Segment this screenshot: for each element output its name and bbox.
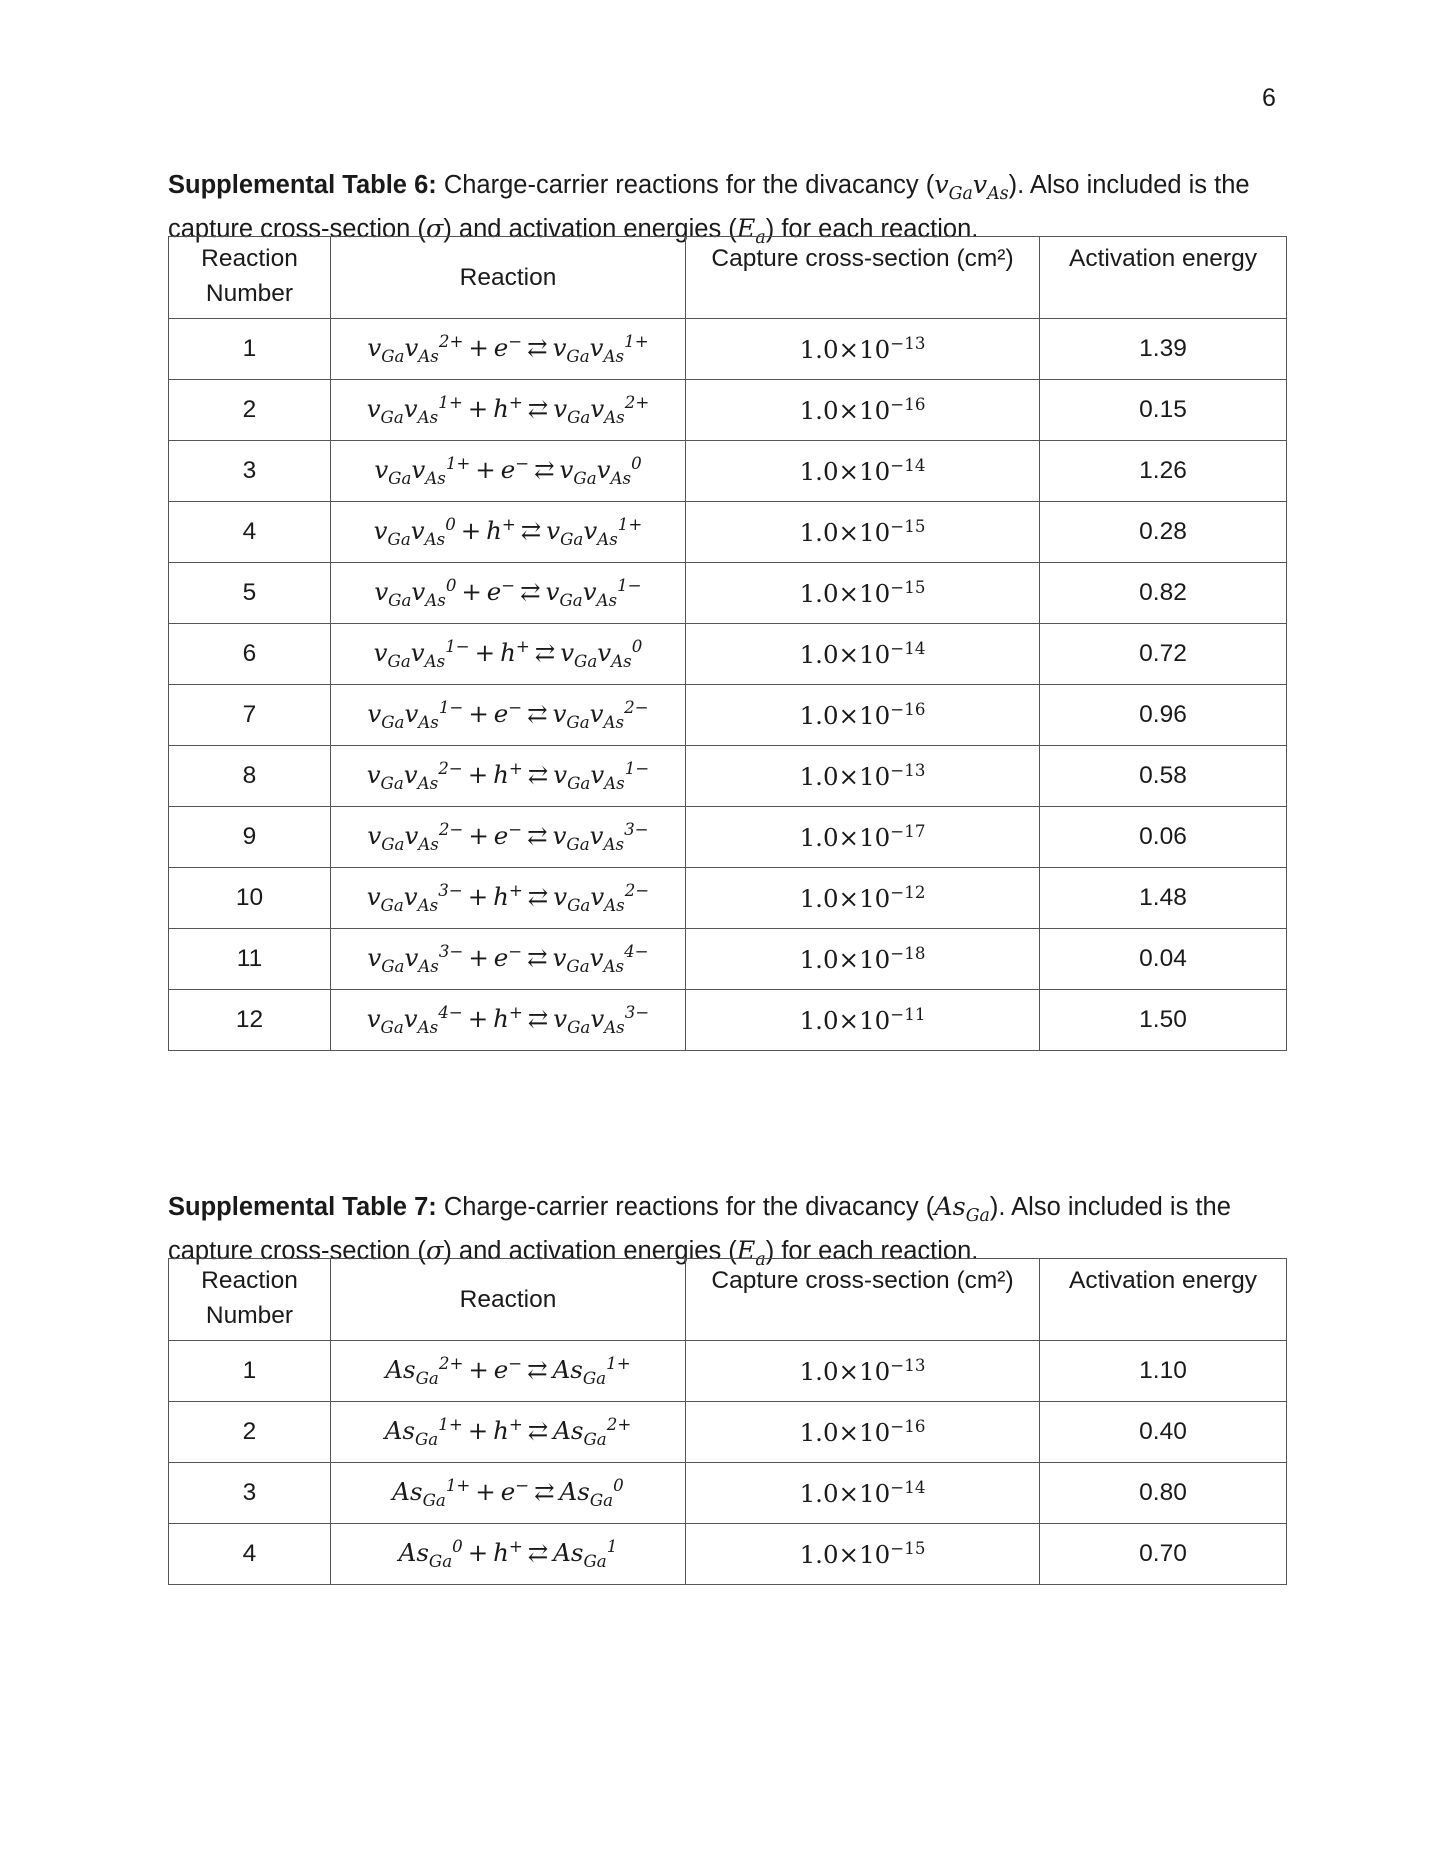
header-reaction: Reaction	[331, 237, 686, 319]
table-row	[169, 807, 1287, 868]
caption-activation-symbol: $E_a$	[736, 214, 766, 249]
reaction-number-cell: 1	[169, 1341, 331, 1402]
reaction-cell: $v_{Ga}v_{As}^{3-} + e^-$ ⇄ $v_{Ga}v_{As}^{4-}$	[331, 929, 686, 990]
reaction-number-cell: 10	[169, 868, 331, 929]
reaction-number-cell: 9	[169, 807, 331, 868]
activation-energy-cell: 0.06	[1040, 807, 1287, 868]
table6	[168, 236, 1287, 1051]
table-row	[169, 624, 1287, 685]
reaction-number-cell: 11	[169, 929, 331, 990]
capture-cross-section-cell: $1.0\times 10^{-14}$	[686, 441, 1040, 502]
reaction-cell: $v_{Ga}v_{As}^{2-} + e^-$ ⇄ $v_{Ga}v_{As}^{3-}$	[331, 807, 686, 868]
capture-cross-section-cell: $1.0\times 10^{-13}$	[686, 1341, 1040, 1402]
reaction-number-cell: 1	[169, 319, 331, 380]
table-row	[169, 380, 1287, 441]
capture-cross-section-cell: $1.0\times 10^{-16}$	[686, 380, 1040, 441]
table7-caption-label: Supplemental Table 7:	[168, 1193, 437, 1221]
capture-cross-section-cell: $1.0\times 10^{-15}$	[686, 502, 1040, 563]
table-row	[169, 929, 1287, 990]
reaction-cell: $As_{Ga}^0 + h^+$ ⇄ $As_{Ga}^1$	[331, 1524, 686, 1585]
reaction-cell: $As_{Ga}^{1+} + e^-$ ⇄ $As_{Ga}^0$	[331, 1463, 686, 1524]
header-reaction: Reaction	[331, 1259, 686, 1341]
header-reaction-number: Reaction Number	[169, 237, 331, 319]
header-capture-cross-section: Capture cross-section (cm²)	[686, 237, 1040, 319]
reaction-number-cell: 7	[169, 685, 331, 746]
reaction-number-cell: 5	[169, 563, 331, 624]
reaction-number-cell: 3	[169, 1463, 331, 1524]
reaction-cell: $v_{Ga}v_{As}^{1+} + h^+$ ⇄ $v_{Ga}v_{As}^{2+}$	[331, 380, 686, 441]
header-activation-energy: Activation energy	[1040, 1259, 1287, 1341]
table-header-row	[169, 237, 1287, 319]
table-row	[169, 441, 1287, 502]
capture-cross-section-cell: $1.0\times 10^{-13}$	[686, 319, 1040, 380]
table6-caption-label: Supplemental Table 6:	[168, 171, 437, 199]
capture-cross-section-cell: $1.0\times 10^{-16}$	[686, 685, 1040, 746]
table-row	[169, 1463, 1287, 1524]
activation-energy-cell: 0.82	[1040, 563, 1287, 624]
activation-energy-cell: 0.04	[1040, 929, 1287, 990]
reaction-cell: $v_{Ga}v_{As}^{2-} + h^+$ ⇄ $v_{Ga}v_{As}^{1-}$	[331, 746, 686, 807]
table-row	[169, 746, 1287, 807]
capture-cross-section-cell: $1.0\times 10^{-16}$	[686, 1402, 1040, 1463]
reaction-cell: $v_{Ga}v_{As}^{2+} + e^-$ ⇄ $v_{Ga}v_{As}^{1+}$	[331, 319, 686, 380]
reaction-number-cell: 12	[169, 990, 331, 1051]
activation-energy-cell: 0.80	[1040, 1463, 1287, 1524]
reaction-number-cell: 6	[169, 624, 331, 685]
capture-cross-section-cell: $1.0\times 10^{-14}$	[686, 624, 1040, 685]
table-row	[169, 868, 1287, 929]
table-row	[169, 563, 1287, 624]
header-reaction-number: Reaction Number	[169, 1259, 331, 1341]
capture-cross-section-cell: $1.0\times 10^{-12}$	[686, 868, 1040, 929]
caption-text: Charge-carrier reactions for the divacancy (	[436, 171, 935, 199]
table-row	[169, 990, 1287, 1051]
caption-text: ) for each reaction.	[765, 1237, 979, 1266]
header-activation-energy: Activation energy	[1040, 237, 1287, 319]
caption-text: ) and activation energies (	[443, 215, 737, 244]
reaction-cell: $v_{Ga}v_{As}^{1+} + e^-$ ⇄ $v_{Ga}v_{As}^0$	[331, 441, 686, 502]
capture-cross-section-cell: $1.0\times 10^{-11}$	[686, 990, 1040, 1051]
reaction-cell: $v_{Ga}v_{As}^{4-} + h^+$ ⇄ $v_{Ga}v_{As}^{3-}$	[331, 990, 686, 1051]
table-row	[169, 502, 1287, 563]
activation-energy-cell: 0.28	[1040, 502, 1287, 563]
activation-energy-cell: 0.15	[1040, 380, 1287, 441]
activation-energy-cell: 1.50	[1040, 990, 1287, 1051]
reaction-number-cell: 3	[169, 441, 331, 502]
activation-energy-cell: 0.70	[1040, 1524, 1287, 1585]
caption-text: ) and activation energies (	[443, 1237, 737, 1266]
caption-species: $v_{Ga}v_{As}$	[934, 170, 1009, 205]
table-header-row	[169, 1259, 1287, 1341]
capture-cross-section-cell: $1.0\times 10^{-14}$	[686, 1463, 1040, 1524]
reaction-number-cell: 2	[169, 380, 331, 441]
caption-sigma: σ	[425, 1236, 444, 1267]
reaction-cell: $v_{Ga}v_{As}^0 + e^-$ ⇄ $v_{Ga}v_{As}^{1-}$	[331, 563, 686, 624]
caption-sigma: σ	[425, 214, 444, 245]
reaction-cell: $v_{Ga}v_{As}^{1-} + e^-$ ⇄ $v_{Ga}v_{As}^{2-}$	[331, 685, 686, 746]
table-row	[169, 685, 1287, 746]
reaction-number-cell: 4	[169, 1524, 331, 1585]
page-number: 6	[1262, 84, 1276, 112]
table7	[168, 1258, 1287, 1585]
capture-cross-section-cell: $1.0\times 10^{-13}$	[686, 746, 1040, 807]
caption-text: ) for each reaction.	[765, 215, 979, 244]
table-row	[169, 1524, 1287, 1585]
reaction-number-cell: 4	[169, 502, 331, 563]
capture-cross-section-cell: $1.0\times 10^{-15}$	[686, 563, 1040, 624]
caption-activation-symbol: $E_a$	[736, 1236, 766, 1271]
header-capture-cross-section: Capture cross-section (cm²)	[686, 1259, 1040, 1341]
capture-cross-section-cell: $1.0\times 10^{-18}$	[686, 929, 1040, 990]
reaction-number-cell: 2	[169, 1402, 331, 1463]
table-row	[169, 1402, 1287, 1463]
activation-energy-cell: 0.72	[1040, 624, 1287, 685]
activation-energy-cell: 1.39	[1040, 319, 1287, 380]
activation-energy-cell: 1.48	[1040, 868, 1287, 929]
reaction-cell: $v_{Ga}v_{As}^{1-} + h^+$ ⇄ $v_{Ga}v_{As}^0$	[331, 624, 686, 685]
caption-species: $As_{Ga}$	[934, 1192, 990, 1227]
caption-text: ). Also included is the capture cross-section (	[168, 1193, 1231, 1266]
activation-energy-cell: 0.96	[1040, 685, 1287, 746]
activation-energy-cell: 0.58	[1040, 746, 1287, 807]
reaction-cell: $As_{Ga}^{1+} + h^+$ ⇄ $As_{Ga}^{2+}$	[331, 1402, 686, 1463]
reaction-number-cell: 8	[169, 746, 331, 807]
activation-energy-cell: 0.40	[1040, 1402, 1287, 1463]
capture-cross-section-cell: $1.0\times 10^{-15}$	[686, 1524, 1040, 1585]
reaction-cell: $v_{Ga}v_{As}^0 + h^+$ ⇄ $v_{Ga}v_{As}^{1+}$	[331, 502, 686, 563]
reaction-cell: $As_{Ga}^{2+} + e^-$ ⇄ $As_{Ga}^{1+}$	[331, 1341, 686, 1402]
caption-text: Charge-carrier reactions for the divacancy (	[436, 1193, 935, 1221]
table-row	[169, 1341, 1287, 1402]
activation-energy-cell: 1.10	[1040, 1341, 1287, 1402]
table-row	[169, 319, 1287, 380]
activation-energy-cell: 1.26	[1040, 441, 1287, 502]
reaction-cell: $v_{Ga}v_{As}^{3-} + h^+$ ⇄ $v_{Ga}v_{As}^{2-}$	[331, 868, 686, 929]
caption-text: ). Also included is the capture cross-section (	[168, 171, 1250, 244]
capture-cross-section-cell: $1.0\times 10^{-17}$	[686, 807, 1040, 868]
